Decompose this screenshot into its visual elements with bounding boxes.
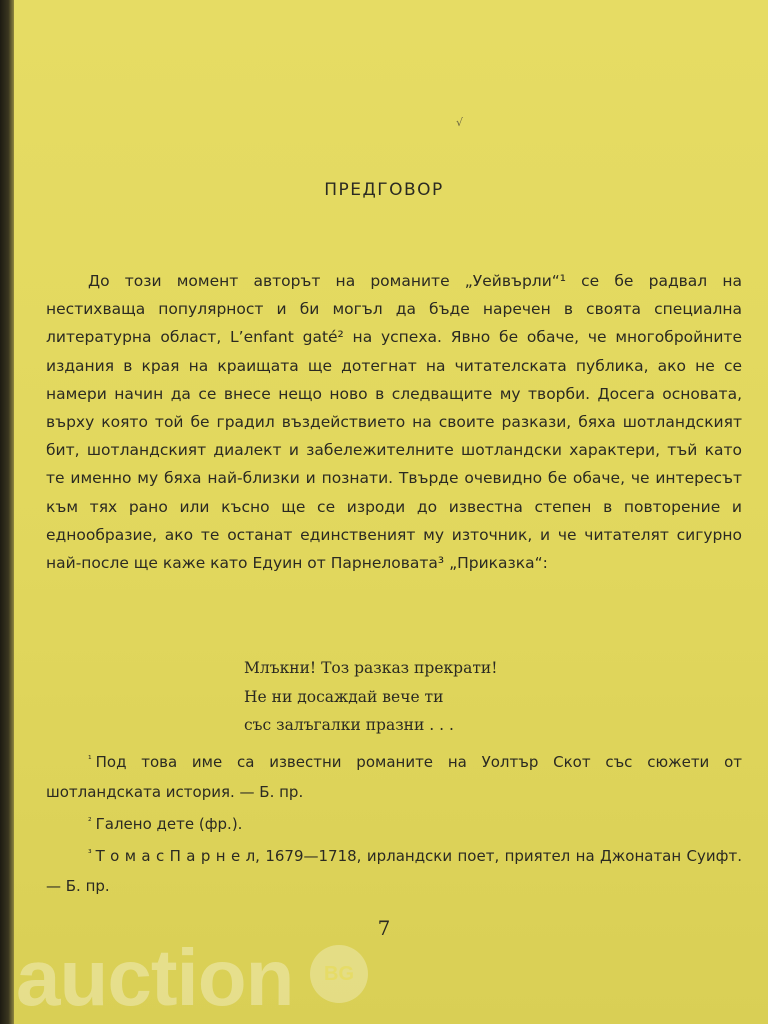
book-spine-shadow xyxy=(0,0,14,1024)
footnote-mark: ² xyxy=(88,817,92,827)
verse-line: Не ни досаждай вече ти xyxy=(244,687,444,706)
footnote-mark: ¹ xyxy=(88,755,92,765)
pencil-mark: √ xyxy=(456,116,464,129)
watermark-logo: auction xyxy=(16,933,294,1022)
footnote-1 xyxy=(46,745,742,807)
footnote-3 xyxy=(46,839,742,901)
verse-quote xyxy=(244,654,497,740)
page-number: 7 xyxy=(377,916,391,940)
page-title: ПРЕДГОВОР xyxy=(324,180,444,200)
body-paragraph: До този момент авторът на романите „Уейвърли“¹ се бе радвал на нестихваща популярност и би могъл да бъде наречен в своята специална литературна област, L’enfant gaté² на успеха. Явно бе обаче, че многобройните издания в края на краищата ще дотегнат на читателската публика, ако не се намери начин да се внесе нещо ново в следващите му творби. Досега основата, върху която той бе градил въздействието на своите разкази, бяха шотландският бит, шотландският диалект и забележителните шотландски характери, тъй като те именно му бяха най-близки и познати. Твърде очевидно бе обаче, че интересът към тях рано или късно ще се изроди до известна степен в повторение и еднообразие, ако те останат единственият му източник, и че читателят сигурно най-после ще каже като Едуин от Парнеловата³ „Приказка“: xyxy=(46,272,742,573)
footnotes xyxy=(46,745,742,901)
footnote-2 xyxy=(46,807,742,839)
verse-line: със залъгалки празни . . . xyxy=(244,716,454,734)
footnote-text: Под това име са известни романите на Уолтър Скот със сюжети от шотландската история. — Б. пр. xyxy=(46,753,742,801)
watermark-badge: BG xyxy=(310,945,368,1003)
footnote-mark: ³ xyxy=(88,849,92,859)
verse-line: Млъкни! Тоз разказ прекрати! xyxy=(244,659,498,677)
footnote-text: Т о м а с П а р н е л, 1679—1718, ирландски поет, приятел на Джонатан Суифт. — Б. пр. xyxy=(46,847,742,895)
footnote-text: Галено дете (фр.). xyxy=(95,815,243,833)
